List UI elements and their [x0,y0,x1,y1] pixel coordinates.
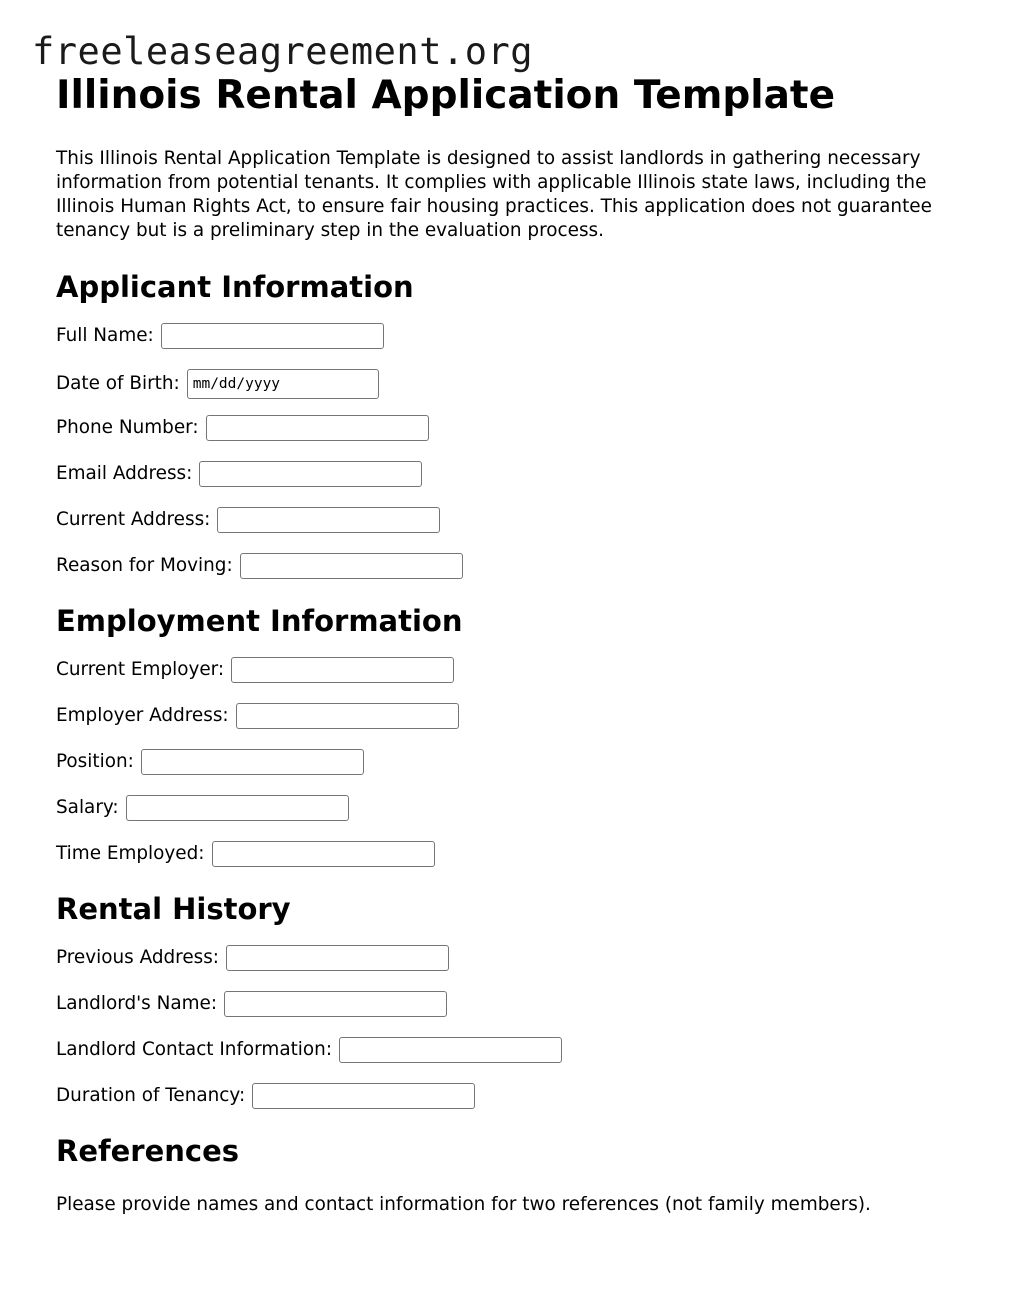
time-employed-label: Time Employed: [56,843,205,864]
tenancy-duration-input[interactable] [252,1083,475,1109]
landlord-name-label: Landlord's Name: [56,993,218,1014]
landlord-name-input[interactable] [224,991,447,1017]
landlord-contact-input[interactable] [339,1037,562,1063]
full-name-input[interactable] [161,323,384,349]
current-address-label: Current Address: [56,509,211,530]
current-address-input[interactable] [217,507,440,533]
dob-row [56,369,976,399]
full-name-row [56,323,976,349]
references-section [56,1133,976,1217]
references-heading: References [56,1134,240,1168]
rental-history-fields [56,945,976,1109]
salary-label: Salary: [56,797,119,818]
dob-label: Date of Birth: [56,373,180,394]
employer-address-input[interactable] [236,703,459,729]
employment-section [56,603,976,867]
email-input[interactable] [199,461,422,487]
employment-heading: Employment Information [56,604,463,638]
employer-input[interactable] [231,657,454,683]
references-instructions: Please provide names and contact information for two references (not family members). [56,1194,871,1215]
page-title: Illinois Rental Application Template [56,73,836,118]
dob-input[interactable]: mm/dd/yyyy [187,369,379,399]
form-document [56,72,976,1217]
employer-address-row [56,703,976,729]
reason-row [56,553,976,579]
position-input[interactable] [141,749,364,775]
salary-input[interactable] [126,795,349,821]
email-label: Email Address: [56,463,193,484]
previous-address-input[interactable] [226,945,449,971]
employer-address-label: Employer Address: [56,705,229,726]
applicant-fields [56,323,976,579]
previous-address-row [56,945,976,971]
salary-row [56,795,976,821]
rental-history-section [56,891,976,1109]
current-address-row [56,507,976,533]
email-row [56,461,976,487]
phone-input[interactable] [206,415,429,441]
position-row [56,749,976,775]
employer-label: Current Employer: [56,659,225,680]
tenancy-duration-label: Duration of Tenancy: [56,1085,246,1106]
employment-fields [56,657,976,867]
intro-paragraph: This Illinois Rental Application Template is designed to assist landlords in gathering necessary information from potential tenants. It complies with applicable Illinois state laws, including the Illinois Human Rights Act, to ensure fair housing practices. This application does not guarantee tenancy but is a preliminary step in the evaluation process. [56,148,932,241]
reason-input[interactable] [240,553,463,579]
position-label: Position: [56,751,134,772]
applicant-heading: Applicant Information [56,270,414,304]
time-employed-input[interactable] [212,841,435,867]
reason-label: Reason for Moving: [56,555,233,576]
previous-address-label: Previous Address: [56,947,220,968]
landlord-contact-row [56,1037,976,1063]
phone-label: Phone Number: [56,417,199,438]
time-employed-row [56,841,976,867]
landlord-contact-label: Landlord Contact Information: [56,1039,333,1060]
phone-row [56,415,976,441]
employer-row [56,657,976,683]
applicant-section [56,269,976,579]
site-watermark: freeleaseagreement.org [32,30,534,73]
rental-history-heading: Rental History [56,892,291,926]
tenancy-duration-row [56,1083,976,1109]
landlord-name-row [56,991,976,1017]
full-name-label: Full Name: [56,325,154,346]
